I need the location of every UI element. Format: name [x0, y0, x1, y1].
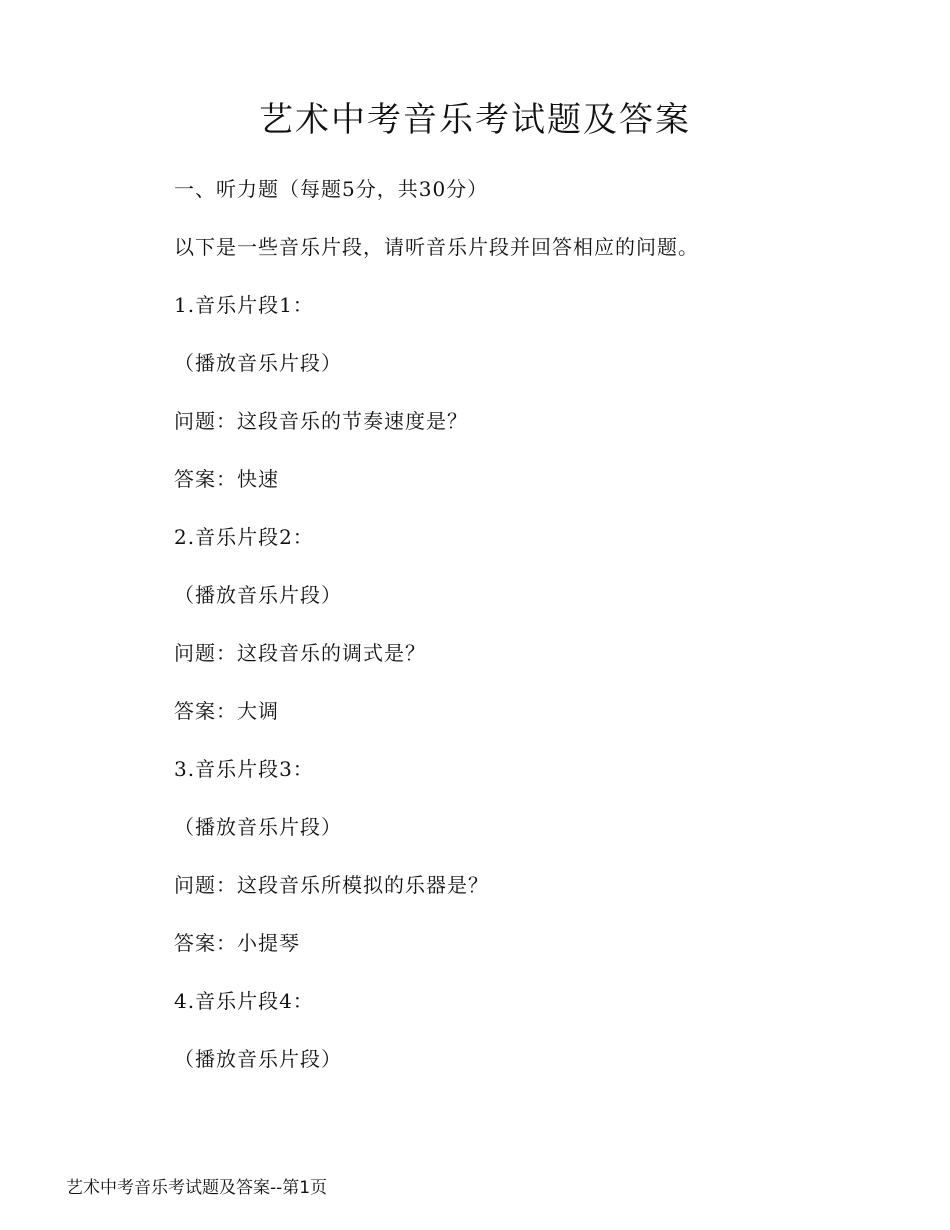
- document-body: [174, 172, 814, 1100]
- section-instructions: 以下是一些音乐片段，请听音乐片段并回答相应的问题。: [174, 235, 699, 259]
- question-3-play-note: （播放音乐片段）: [174, 815, 342, 839]
- question-3-label: 3.音乐片段3：: [174, 757, 314, 781]
- question-2-play-note: （播放音乐片段）: [174, 583, 342, 607]
- question-1-play-note: （播放音乐片段）: [174, 351, 342, 375]
- question-3-prompt: 问题：这段音乐所模拟的乐器是？: [174, 873, 489, 897]
- question-4-label: 4.音乐片段4：: [174, 989, 314, 1013]
- question-1-label: 1.音乐片段1：: [174, 293, 314, 317]
- question-2-answer: 答案：大调: [174, 699, 279, 723]
- question-2-prompt: 问题：这段音乐的调式是？: [174, 641, 426, 665]
- question-4-play-note: （播放音乐片段）: [174, 1047, 342, 1071]
- section-heading-listening: 一、听力题（每题5分，共30分）: [174, 177, 489, 201]
- question-3-answer: 答案：小提琴: [174, 931, 300, 955]
- page-title: 艺术中考音乐考试题及答案: [259, 100, 691, 140]
- question-1-prompt: 问题：这段音乐的节奏速度是？: [174, 409, 468, 433]
- question-2-label: 2.音乐片段2：: [174, 525, 314, 549]
- question-1-answer: 答案：快速: [174, 467, 279, 491]
- page-footer: 艺术中考音乐考试题及答案--第1页: [66, 1178, 328, 1198]
